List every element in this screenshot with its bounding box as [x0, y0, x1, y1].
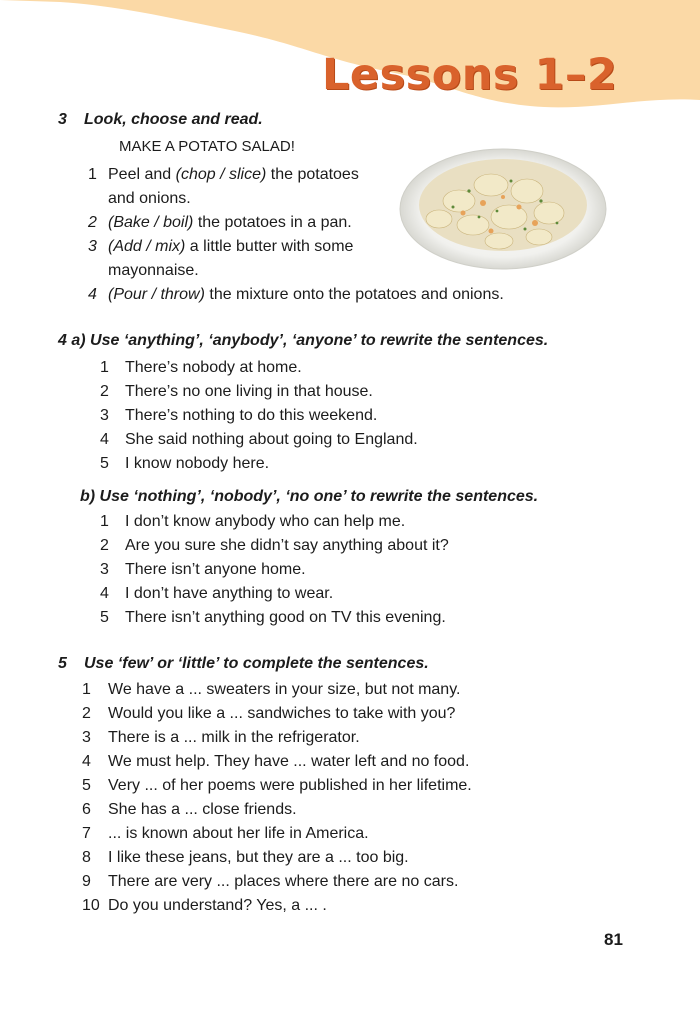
list-item: ... is known about her life in America. [108, 825, 369, 842]
list-item [108, 213, 352, 233]
item-text: Peel and [108, 166, 176, 183]
item-choice: (Pour / throw) [108, 286, 205, 303]
list-item: She said nothing about going to England. [125, 431, 418, 448]
list-item: I know nobody here. [125, 455, 270, 472]
item-number: 5 [82, 777, 91, 794]
list-item [108, 237, 353, 257]
item-number: 3 [100, 561, 109, 578]
item-number: 1 [82, 681, 91, 698]
item-number: 1 [100, 513, 109, 530]
list-item: I don’t have anything to wear. [125, 585, 334, 602]
item-number: 2 [82, 705, 91, 722]
list-item [108, 285, 504, 305]
exercise-3-number: 3 [58, 111, 67, 128]
list-item: She has a ... close friends. [108, 801, 297, 818]
item-number: 8 [82, 849, 91, 866]
list-item: Are you sure she didn’t say anything about it? [125, 537, 449, 554]
item-number: 3 [82, 729, 91, 746]
item-number: 6 [82, 801, 91, 818]
item-number: 3 [100, 407, 109, 424]
list-item: Very ... of her poems were published in her lifetime. [108, 777, 472, 794]
page-number: 81 [604, 930, 623, 949]
list-item: Would you like a ... sandwiches to take with you? [108, 705, 456, 722]
item-text: the potatoes [266, 166, 359, 183]
item-number: 4 [100, 431, 109, 448]
item-text: and onions. [108, 190, 191, 207]
list-item: We have a ... sweaters in your size, but not many. [108, 681, 461, 698]
item-number: 1 [100, 359, 109, 376]
item-number: 5 [100, 609, 109, 626]
exercise-3-subtitle: MAKE A POTATO SALAD! [119, 138, 295, 155]
item-number: 4 [88, 286, 97, 303]
item-number: 10 [82, 897, 100, 914]
item-text: the mixture onto the potatoes and onions. [204, 286, 504, 303]
item-choice: (Add / mix) [108, 238, 186, 255]
exercise-5-instruction: Use ‘few’ or ‘little’ to complete the sentences. [84, 655, 429, 672]
list-item: There is a ... milk in the refrigerator. [108, 729, 360, 746]
potato-salad-image [399, 141, 607, 271]
list-item: There are very ... places where there are no cars. [108, 873, 459, 890]
list-item: There’s nobody at home. [125, 359, 302, 376]
list-item: There isn’t anyone home. [125, 561, 306, 578]
page-title: Lessons 1–2 [322, 50, 618, 100]
item-number: 4 [82, 753, 91, 770]
item-text: the potatoes in a pan. [193, 214, 352, 231]
item-number: 9 [82, 873, 91, 890]
item-choice: (chop / slice) [175, 166, 267, 183]
list-item [108, 165, 359, 185]
item-number: 1 [88, 166, 97, 183]
list-item: I don’t know anybody who can help me. [125, 513, 406, 530]
list-item: There’s no one living in that house. [125, 383, 373, 400]
item-text: mayonnaise. [108, 262, 199, 279]
list-item: Do you understand? Yes, a ... . [108, 897, 327, 914]
exercise-4a-instruction: 4 a) Use ‘anything’, ‘anybody’, ‘anyone’ to rewrite the sentences. [58, 332, 549, 349]
item-number: 4 [100, 585, 109, 602]
list-item: There isn’t anything good on TV this evening. [125, 609, 446, 626]
item-text: a little butter with some [185, 238, 354, 255]
item-number: 3 [88, 238, 97, 255]
list-item [108, 261, 199, 281]
list-item: We must help. They have ... water left and no food. [108, 753, 470, 770]
exercise-5-number: 5 [58, 655, 67, 672]
item-choice: (Bake / boil) [108, 214, 194, 231]
item-number: 2 [100, 383, 109, 400]
list-item [108, 189, 191, 209]
exercise-3-instruction: Look, choose and read. [84, 111, 263, 128]
list-item: I like these jeans, but they are a ... too big. [108, 849, 409, 866]
item-number: 7 [82, 825, 91, 842]
item-number: 5 [100, 455, 109, 472]
list-item: There’s nothing to do this weekend. [125, 407, 378, 424]
item-number: 2 [88, 214, 97, 231]
exercise-4b-instruction: b) Use ‘nothing’, ‘nobody’, ‘no one’ to rewrite the sentences. [80, 488, 539, 505]
item-number: 2 [100, 537, 109, 554]
